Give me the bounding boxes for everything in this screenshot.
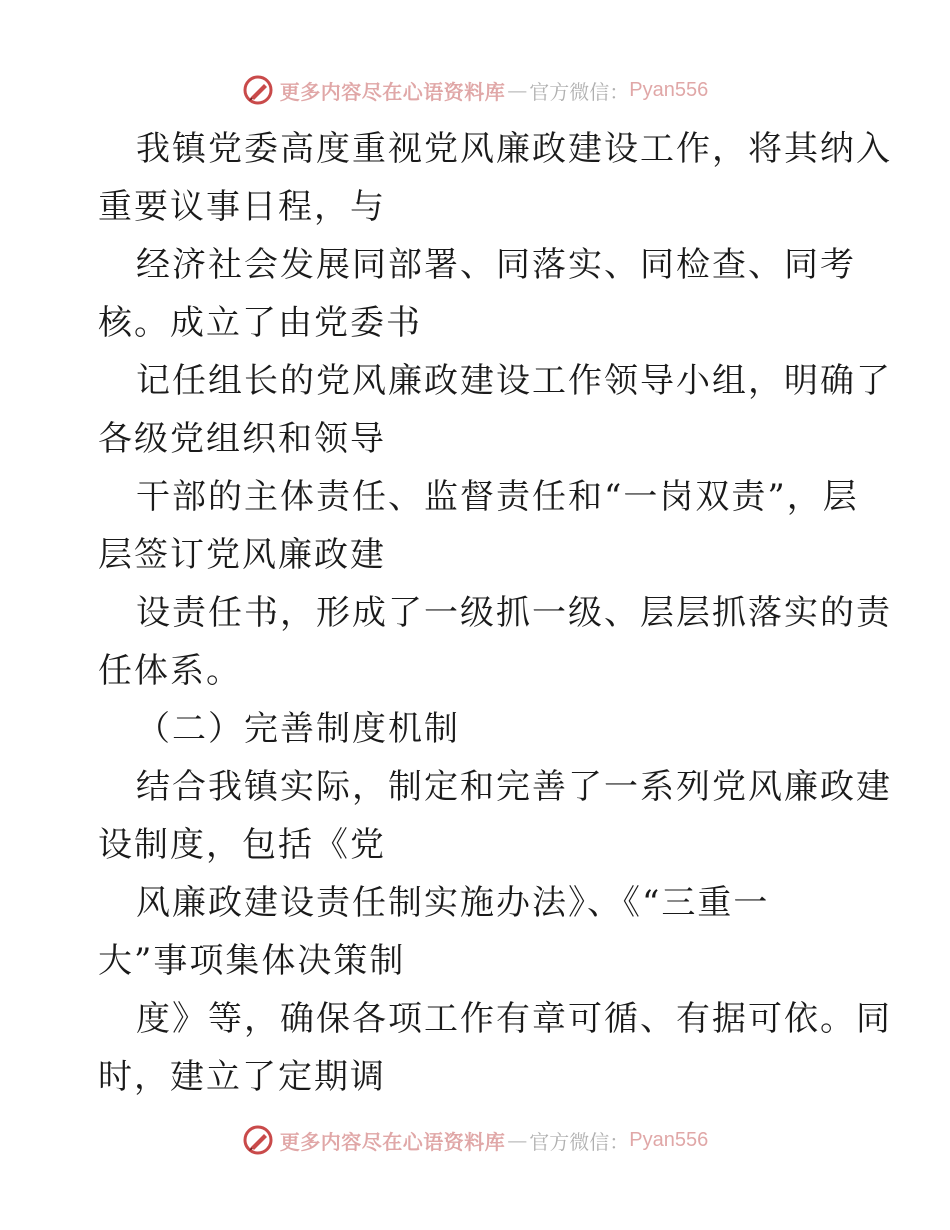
text-line: 重要议事日程，与 <box>98 187 386 227</box>
text-line: 结合我镇实际，制定和完善了一系列党风廉政建 <box>136 767 892 807</box>
text-line: 各级党组织和领导 <box>98 419 386 459</box>
text-line: 设责任书，形成了一级抓一级、层层抓落实的责 <box>136 593 892 633</box>
banner-wechat-label: 官方微信： <box>529 79 630 104</box>
text-line: 核。成立了由党委书 <box>98 303 422 343</box>
document-body <box>98 120 892 1106</box>
banner-text: 更多内容尽在心语资料库 <box>279 79 506 104</box>
footer-watermark <box>0 1120 950 1160</box>
text-line: 任体系。 <box>98 651 242 691</box>
text-line: 大”事项集体决策制 <box>98 941 406 981</box>
pen-logo-icon <box>242 74 274 106</box>
banner-wechat-label: 官方微信： <box>529 1129 630 1154</box>
text-line: 层签订党风廉政建 <box>98 535 386 575</box>
text-line: 风廉政建设责任制实施办法》、《“三重一 <box>136 883 770 923</box>
text-line: 我镇党委高度重视党风廉政建设工作，将其纳入 <box>136 129 892 169</box>
text-line: 度》等，确保各项工作有章可循、有据可依。同 <box>136 999 892 1039</box>
text-line: 干部的主体责任、监督责任和“一岗双责”，层 <box>136 477 859 517</box>
banner-wechat-id: Pyan556 <box>629 78 709 101</box>
banner-separator: — <box>507 78 528 102</box>
banner-separator: — <box>507 1128 528 1152</box>
header-watermark <box>0 70 950 110</box>
text-line: 时，建立了定期调 <box>98 1057 386 1097</box>
banner-wechat-id: Pyan556 <box>629 1128 709 1151</box>
pen-logo-icon <box>242 1124 274 1156</box>
text-line: （二）完善制度机制 <box>136 709 460 749</box>
banner-text: 更多内容尽在心语资料库 <box>279 1129 506 1154</box>
text-line: 记任组长的党风廉政建设工作领导小组，明确了 <box>136 361 892 401</box>
text-line: 设制度，包括《党 <box>98 825 386 865</box>
text-line: 经济社会发展同部署、同落实、同检查、同考 <box>136 245 856 285</box>
